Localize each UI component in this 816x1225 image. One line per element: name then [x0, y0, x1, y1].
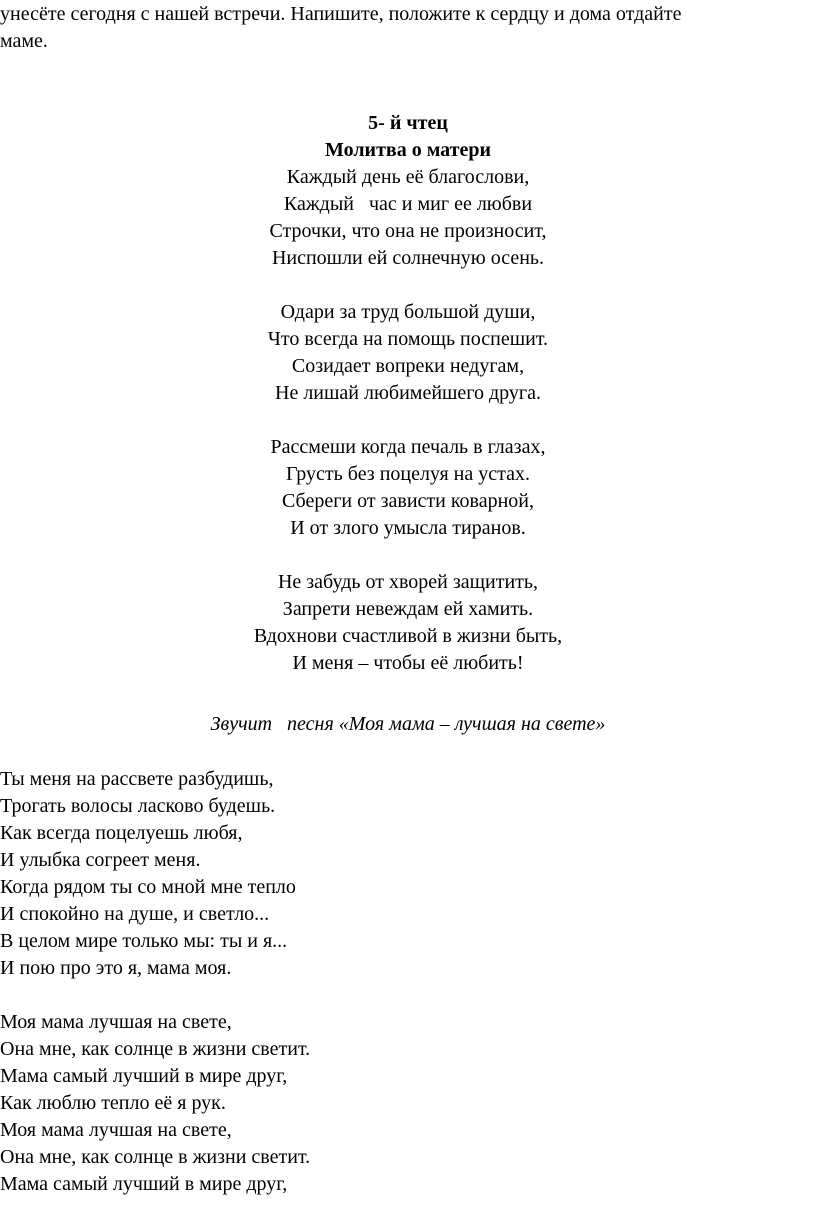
song-chorus: [0, 1009, 816, 1198]
poem-line: И от злого умысла тиранов.: [290, 517, 526, 539]
poem-line: Сбереги от зависти коварной,: [281, 490, 535, 512]
song-line: Как всегда поцелуешь любя,: [0, 822, 243, 844]
poem-line: И меня – чтобы её любить!: [292, 652, 524, 674]
poem-stanza-2: [0, 299, 816, 407]
song-line: Моя мама лучшая на свете,: [0, 1119, 232, 1141]
poem-line: Грусть без поцелуя на устах.: [286, 463, 530, 485]
song-line: Ты меня на рассвете разбудишь,: [0, 768, 274, 790]
poem-line: Каждый час и миг ее любви: [283, 193, 533, 215]
poem-section: [0, 110, 816, 704]
poem-line: Вдохнови счастливой в жизни быть,: [253, 625, 563, 647]
poem-stanza-4: [0, 569, 816, 677]
intro-paragraph: [0, 1, 816, 55]
poem-stanza-3: [0, 434, 816, 542]
poem-line: Не забудь от хворей защитить,: [277, 571, 539, 593]
poem-line: Что всегда на помощь поспешит.: [267, 328, 549, 350]
song-line: Она мне, как солнце в жизни светит.: [0, 1038, 311, 1060]
poem-stanza-1: [0, 164, 816, 272]
song-line: Когда рядом ты со мной мне тепло: [0, 876, 296, 898]
song-line: Трогать волосы ласково будешь.: [0, 795, 276, 817]
intro-line: унесёте сегодня с нашей встречи. Напишите, положите к сердцу и дома отдайте: [0, 3, 682, 25]
song-title: Звучит песня «Моя мама – лучшая на свете»: [210, 713, 606, 735]
poem-line: Не лишай любимейшего друга.: [275, 382, 541, 404]
intro-line: маме.: [0, 30, 48, 52]
song-line: Она мне, как солнце в жизни светит.: [0, 1146, 311, 1168]
poem-line: Одари за труд большой души,: [280, 301, 536, 323]
song-line: Моя мама лучшая на свете,: [0, 1011, 232, 1033]
poem-line: Запрети невеждам ей хамить.: [282, 598, 534, 620]
song-line: И пою про это я, мама моя.: [0, 957, 232, 979]
poem-line: Созидает вопреки недугам,: [291, 355, 525, 377]
song-line: В целом мире только мы: ты и я...: [0, 930, 288, 952]
poem-line: Строчки, что она не произносит,: [269, 220, 547, 242]
poem-line: Рассмеши когда печаль в глазах,: [270, 436, 546, 458]
poem-line: Каждый день её благослови,: [286, 166, 530, 188]
song-verse: [0, 766, 816, 982]
poem-line: Ниспошли ей солнечную осень.: [271, 247, 545, 269]
song-line: И спокойно на душе, и светло...: [0, 903, 270, 925]
song-line: Как люблю тепло её я рук.: [0, 1092, 226, 1114]
song-lyrics: [0, 766, 816, 1225]
song-line: И улыбка согреет меня.: [0, 849, 201, 871]
song-line: Мама самый лучший в мире друг,: [0, 1173, 288, 1195]
reader-heading: 5- й чтец: [368, 112, 448, 134]
poem-title: Молитва о матери: [324, 139, 492, 161]
song-line: Мама самый лучший в мире друг,: [0, 1065, 288, 1087]
